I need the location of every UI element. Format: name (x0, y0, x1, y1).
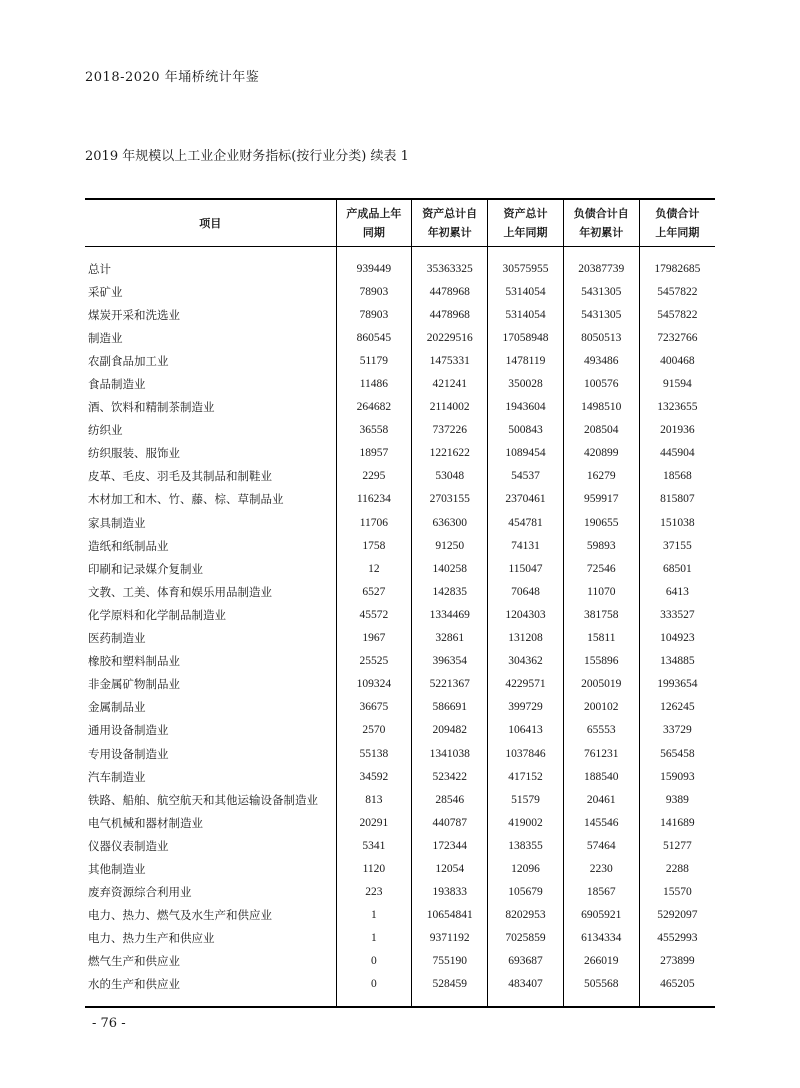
cell-value: 8050513 (563, 326, 639, 349)
cell-value: 1334469 (412, 603, 488, 626)
cell-value: 586691 (412, 696, 488, 719)
cell-value: 1323655 (639, 396, 715, 419)
table-row (85, 742, 715, 765)
cell-value: 201936 (639, 419, 715, 442)
header-col-5: 负债合计 上年同期 (639, 199, 715, 247)
cell-value: 939449 (336, 247, 412, 281)
cell-value: 1478119 (488, 349, 564, 372)
cell-value: 1475331 (412, 349, 488, 372)
table-row (85, 881, 715, 904)
row-label: 电力、热力、燃气及水生产和供应业 (88, 908, 272, 923)
cell-value: 34592 (336, 765, 412, 788)
table-row (85, 326, 715, 349)
header-col-3: 资产总计 上年同期 (488, 199, 564, 247)
cell-value: 36558 (336, 419, 412, 442)
cell-value: 2295 (336, 465, 412, 488)
table-row (85, 488, 715, 511)
cell-value: 381758 (563, 603, 639, 626)
header-col-1: 产成品上年 同期 (336, 199, 412, 247)
table-row (85, 557, 715, 580)
cell-value: 20461 (563, 788, 639, 811)
table-row (85, 372, 715, 395)
table-row (85, 765, 715, 788)
cell-value: 57464 (563, 834, 639, 857)
cell-value: 5457822 (639, 280, 715, 303)
cell-value: 399729 (488, 696, 564, 719)
cell-value: 45572 (336, 603, 412, 626)
cell-value: 1221622 (412, 442, 488, 465)
table-row (85, 627, 715, 650)
row-label: 印刷和记录媒介复制业 (88, 561, 203, 576)
cell-value: 493486 (563, 349, 639, 372)
row-label: 造纸和纸制品业 (88, 538, 169, 553)
cell-value: 12 (336, 557, 412, 580)
cell-value: 151038 (639, 511, 715, 534)
row-label: 仪器仪表制造业 (88, 838, 169, 853)
cell-value: 159093 (639, 765, 715, 788)
table-title: 2019 年规模以上工业企业财务指标(按行业分类) 续表 1 (85, 149, 409, 164)
row-label: 铁路、船舶、航空航天和其他运输设备制造业 (88, 792, 318, 807)
cell-value: 59893 (563, 534, 639, 557)
cell-value: 53048 (412, 465, 488, 488)
row-label: 皮革、毛皮、羽毛及其制品和制鞋业 (88, 469, 272, 484)
cell-value: 208504 (563, 419, 639, 442)
cell-value: 5221367 (412, 673, 488, 696)
cell-value: 1089454 (488, 442, 564, 465)
cell-value: 100576 (563, 372, 639, 395)
cell-value: 109324 (336, 673, 412, 696)
cell-value: 5457822 (639, 303, 715, 326)
cell-value: 813 (336, 788, 412, 811)
row-label: 纺织服装、服饰业 (88, 446, 180, 461)
table-row (85, 534, 715, 557)
table-row (85, 465, 715, 488)
cell-value: 266019 (563, 950, 639, 973)
cell-value: 193833 (412, 881, 488, 904)
table-row (85, 396, 715, 419)
cell-value: 104923 (639, 627, 715, 650)
row-label: 纺织业 (88, 423, 123, 438)
cell-value: 209482 (412, 719, 488, 742)
table-row (85, 857, 715, 880)
cell-value: 465205 (639, 973, 715, 1007)
table-header (85, 199, 715, 247)
cell-value: 8202953 (488, 904, 564, 927)
row-label: 采矿业 (88, 284, 123, 299)
cell-value: 78903 (336, 303, 412, 326)
cell-value: 755190 (412, 950, 488, 973)
table-row (85, 303, 715, 326)
cell-value: 15570 (639, 881, 715, 904)
running-header: 2018-2020 年埇桥统计年鉴 (85, 70, 260, 85)
table-row (85, 650, 715, 673)
table-row (85, 788, 715, 811)
cell-value: 28546 (412, 788, 488, 811)
cell-value: 2114002 (412, 396, 488, 419)
cell-value: 693687 (488, 950, 564, 973)
cell-value: 20229516 (412, 326, 488, 349)
cell-value: 70648 (488, 580, 564, 603)
cell-value: 54537 (488, 465, 564, 488)
row-label: 化学原料和化学制品制造业 (88, 607, 226, 622)
table-row (85, 834, 715, 857)
cell-value: 51179 (336, 349, 412, 372)
table-body (85, 247, 715, 1008)
cell-value: 51579 (488, 788, 564, 811)
cell-value: 223 (336, 881, 412, 904)
cell-value: 419002 (488, 811, 564, 834)
cell-value: 523422 (412, 765, 488, 788)
cell-value: 155896 (563, 650, 639, 673)
cell-value: 4552993 (639, 927, 715, 950)
cell-value: 4478968 (412, 280, 488, 303)
cell-value: 18568 (639, 465, 715, 488)
table-row (85, 904, 715, 927)
cell-value: 6527 (336, 580, 412, 603)
cell-value: 1341038 (412, 742, 488, 765)
cell-value: 33729 (639, 719, 715, 742)
cell-value: 65553 (563, 719, 639, 742)
row-label: 其他制造业 (88, 861, 146, 876)
row-label: 燃气生产和供应业 (88, 954, 180, 969)
cell-value: 1758 (336, 534, 412, 557)
cell-value: 7025859 (488, 927, 564, 950)
table-row (85, 280, 715, 303)
row-label: 废弃资源综合利用业 (88, 885, 192, 900)
cell-value: 5292097 (639, 904, 715, 927)
cell-value: 5341 (336, 834, 412, 857)
cell-value: 138355 (488, 834, 564, 857)
cell-value: 0 (336, 973, 412, 1007)
cell-value: 5431305 (563, 303, 639, 326)
cell-value: 35363325 (412, 247, 488, 281)
cell-value: 1120 (336, 857, 412, 880)
cell-value: 333527 (639, 603, 715, 626)
table-row (85, 927, 715, 950)
cell-value: 145546 (563, 811, 639, 834)
cell-value: 417152 (488, 765, 564, 788)
cell-value: 55138 (336, 742, 412, 765)
cell-value: 483407 (488, 973, 564, 1007)
header-col-2: 资产总计自 年初累计 (412, 199, 488, 247)
cell-value: 440787 (412, 811, 488, 834)
cell-value: 454781 (488, 511, 564, 534)
cell-value: 350028 (488, 372, 564, 395)
cell-value: 304362 (488, 650, 564, 673)
cell-value: 17982685 (639, 247, 715, 281)
row-label: 文教、工美、体育和娱乐用品制造业 (88, 584, 272, 599)
header-item: 项目 (199, 216, 222, 230)
cell-value: 1967 (336, 627, 412, 650)
cell-value: 273899 (639, 950, 715, 973)
cell-value: 6413 (639, 580, 715, 603)
cell-value: 1204303 (488, 603, 564, 626)
row-label: 医药制造业 (88, 631, 146, 646)
row-label: 食品制造业 (88, 377, 146, 392)
row-label: 木材加工和木、竹、藤、棕、草制品业 (88, 492, 284, 507)
cell-value: 12054 (412, 857, 488, 880)
cell-value: 2005019 (563, 673, 639, 696)
cell-value: 815807 (639, 488, 715, 511)
cell-value: 445904 (639, 442, 715, 465)
cell-value: 400468 (639, 349, 715, 372)
table-row (85, 511, 715, 534)
cell-value: 7232766 (639, 326, 715, 349)
cell-value: 91250 (412, 534, 488, 557)
cell-value: 1498510 (563, 396, 639, 419)
cell-value: 959917 (563, 488, 639, 511)
cell-value: 2370461 (488, 488, 564, 511)
cell-value: 1993654 (639, 673, 715, 696)
cell-value: 0 (336, 950, 412, 973)
row-label: 制造业 (88, 330, 123, 345)
cell-value: 2703155 (412, 488, 488, 511)
cell-value: 2570 (336, 719, 412, 742)
cell-value: 1943604 (488, 396, 564, 419)
header-col-4: 负债合计自 年初累计 (563, 199, 639, 247)
financial-indicators-table (85, 198, 715, 1008)
cell-value: 10654841 (412, 904, 488, 927)
cell-value: 32861 (412, 627, 488, 650)
cell-value: 1 (336, 904, 412, 927)
cell-value: 6134334 (563, 927, 639, 950)
cell-value: 141689 (639, 811, 715, 834)
cell-value: 9371192 (412, 927, 488, 950)
table-row (85, 696, 715, 719)
cell-value: 528459 (412, 973, 488, 1007)
cell-value: 860545 (336, 326, 412, 349)
cell-value: 188540 (563, 765, 639, 788)
cell-value: 25525 (336, 650, 412, 673)
row-label: 非金属矿物制品业 (88, 677, 180, 692)
page-number: - 76 - (92, 1016, 126, 1031)
table-row (85, 719, 715, 742)
cell-value: 37155 (639, 534, 715, 557)
cell-value: 36675 (336, 696, 412, 719)
cell-value: 131208 (488, 627, 564, 650)
cell-value: 761231 (563, 742, 639, 765)
cell-value: 264682 (336, 396, 412, 419)
cell-value: 2288 (639, 857, 715, 880)
table-row (85, 973, 715, 1007)
table-row (85, 673, 715, 696)
cell-value: 190655 (563, 511, 639, 534)
cell-value: 15811 (563, 627, 639, 650)
row-label: 电气机械和器材制造业 (88, 815, 203, 830)
cell-value: 116234 (336, 488, 412, 511)
table-row (85, 349, 715, 372)
cell-value: 72546 (563, 557, 639, 580)
cell-value: 91594 (639, 372, 715, 395)
cell-value: 421241 (412, 372, 488, 395)
cell-value: 1037846 (488, 742, 564, 765)
cell-value: 200102 (563, 696, 639, 719)
cell-value: 737226 (412, 419, 488, 442)
cell-value: 68501 (639, 557, 715, 580)
table-row (85, 950, 715, 973)
row-label: 煤炭开采和洗选业 (88, 307, 180, 322)
table-row (85, 442, 715, 465)
table-row (85, 811, 715, 834)
cell-value: 17058948 (488, 326, 564, 349)
cell-value: 16279 (563, 465, 639, 488)
table-row (85, 580, 715, 603)
cell-value: 2230 (563, 857, 639, 880)
cell-value: 12096 (488, 857, 564, 880)
cell-value: 126245 (639, 696, 715, 719)
cell-value: 6905921 (563, 904, 639, 927)
table-row (85, 419, 715, 442)
cell-value: 1 (336, 927, 412, 950)
row-label: 橡胶和塑料制品业 (88, 654, 180, 669)
cell-value: 51277 (639, 834, 715, 857)
cell-value: 172344 (412, 834, 488, 857)
cell-value: 11706 (336, 511, 412, 534)
cell-value: 78903 (336, 280, 412, 303)
cell-value: 105679 (488, 881, 564, 904)
cell-value: 142835 (412, 580, 488, 603)
cell-value: 5314054 (488, 280, 564, 303)
row-label: 农副食品加工业 (88, 353, 169, 368)
table-row (85, 247, 715, 281)
cell-value: 5314054 (488, 303, 564, 326)
table-row (85, 603, 715, 626)
cell-value: 74131 (488, 534, 564, 557)
cell-value: 5431305 (563, 280, 639, 303)
cell-value: 420899 (563, 442, 639, 465)
cell-value: 106413 (488, 719, 564, 742)
row-label: 金属制品业 (88, 700, 146, 715)
cell-value: 11486 (336, 372, 412, 395)
cell-value: 505568 (563, 973, 639, 1007)
cell-value: 20387739 (563, 247, 639, 281)
cell-value: 4229571 (488, 673, 564, 696)
cell-value: 9389 (639, 788, 715, 811)
row-label: 汽车制造业 (88, 769, 146, 784)
cell-value: 565458 (639, 742, 715, 765)
row-label: 家具制造业 (88, 515, 146, 530)
row-label: 通用设备制造业 (88, 723, 169, 738)
cell-value: 4478968 (412, 303, 488, 326)
cell-value: 140258 (412, 557, 488, 580)
cell-value: 396354 (412, 650, 488, 673)
cell-value: 18567 (563, 881, 639, 904)
cell-value: 636300 (412, 511, 488, 534)
row-label: 专用设备制造业 (88, 746, 169, 761)
cell-value: 20291 (336, 811, 412, 834)
row-label: 酒、饮料和精制茶制造业 (88, 400, 215, 415)
row-label: 水的生产和供应业 (88, 977, 180, 992)
cell-value: 500843 (488, 419, 564, 442)
cell-value: 11070 (563, 580, 639, 603)
cell-value: 18957 (336, 442, 412, 465)
cell-value: 115047 (488, 557, 564, 580)
cell-value: 30575955 (488, 247, 564, 281)
row-label: 总计 (88, 261, 111, 276)
cell-value: 134885 (639, 650, 715, 673)
row-label: 电力、热力生产和供应业 (88, 931, 215, 946)
